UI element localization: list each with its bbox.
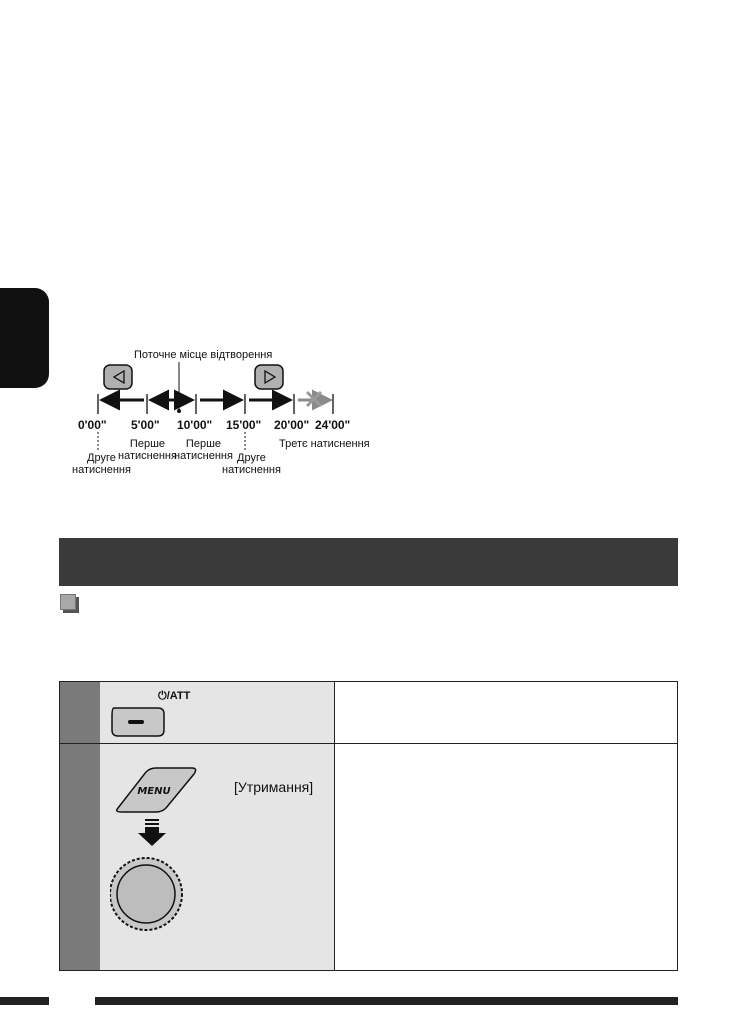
step-number-column: [60, 682, 100, 970]
footer-bar-left: [0, 997, 49, 1005]
subsection-bullet-icon: [60, 594, 76, 610]
tick-label: 0'00": [78, 418, 107, 432]
control-dial-icon: [110, 858, 182, 930]
annotation-first-press-left: Перше натиснення: [118, 438, 177, 462]
rewind-button-icon: [104, 365, 132, 389]
power-att-label: ⏻/ATT: [158, 690, 191, 702]
steps-table: [59, 681, 678, 971]
menu-button-icon: [117, 768, 196, 812]
annotation-third-press: Третє натиснення: [279, 438, 370, 450]
annotation-first-press-right: Перше натиснення: [174, 438, 233, 462]
tick-label: 5'00": [131, 418, 160, 432]
menu-label: MENU: [137, 786, 171, 797]
tick-label: 20'00": [274, 418, 310, 432]
tick-label: 15'00": [226, 418, 262, 432]
language-side-tab: [0, 288, 49, 388]
timeline-ticks: [98, 394, 333, 414]
illustration-column: [100, 682, 335, 970]
hold-label: [Утримання]: [234, 779, 314, 795]
annotation-second-press-right: Друге натиснення: [222, 452, 281, 476]
step2-illustration: [110, 766, 230, 966]
footer-bar-right: [95, 997, 678, 1005]
annotation-second-press-left: Друге натиснення: [72, 452, 131, 476]
down-arrow-icon: [138, 819, 166, 846]
skip-timeline-diagram: [60, 340, 380, 490]
step2-description: [336, 744, 677, 970]
tick-label: 10'00": [177, 418, 213, 432]
current-position-caption: Поточне місце відтворення: [134, 349, 273, 361]
section-header-bar: [59, 538, 678, 586]
power-att-button-icon: [108, 704, 168, 740]
tick-label: 24'00": [315, 418, 351, 432]
forward-button-icon: [255, 365, 283, 389]
step1-description: [336, 682, 677, 743]
